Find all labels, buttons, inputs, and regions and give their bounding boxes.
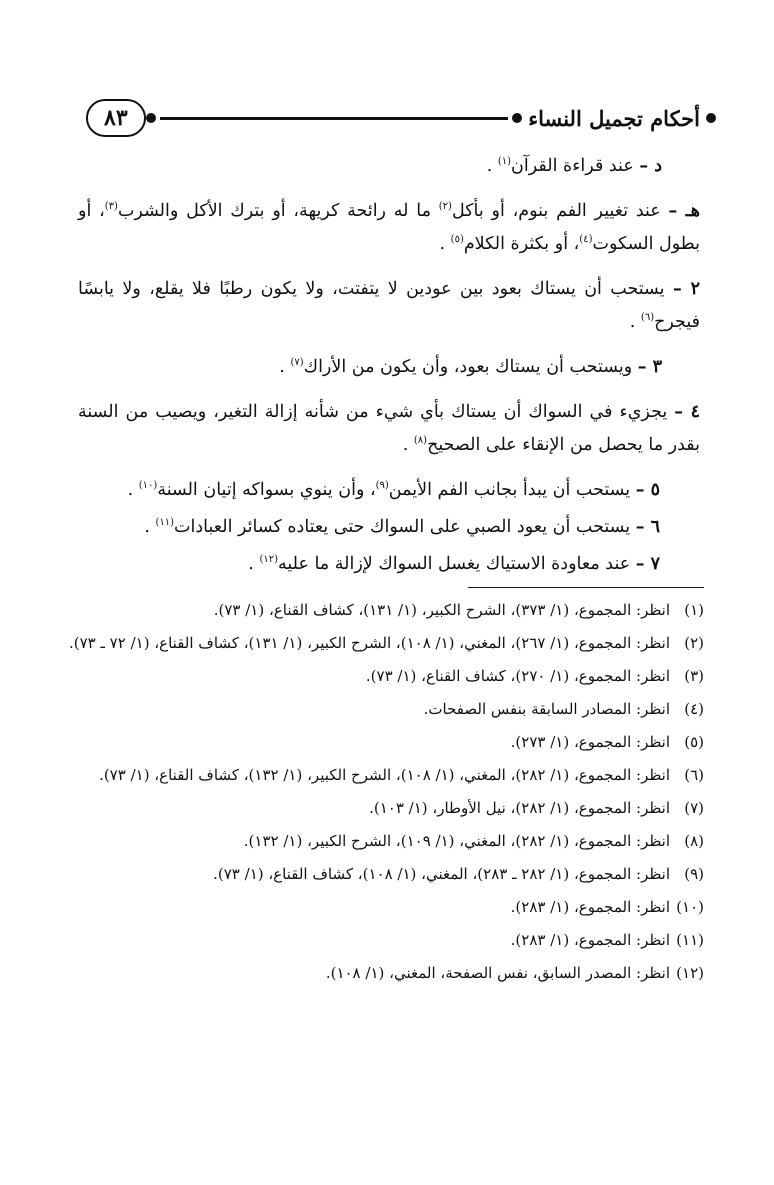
punctuation: . [629,312,636,332]
footnote-text: انظر: المجموع، (١/ ٢٧٠)، كشاف القناع، (١/ ٧٣). [365,667,670,685]
footnote-text: انظر: المجموع، (١/ ٢٨٢)، المغني، (١/ ١٠٨)، الشرح الكبير، (١/ ١٣٢)، كشاف القناع، (١/ ٧٣). [99,766,670,784]
header-bullet [146,113,156,123]
footnote-ref: (٧) [290,357,304,369]
footnote-number: (٢) [684,634,704,652]
paragraph-text: ، أو بطول السكوت [78,201,700,254]
item-label: ٧ – [635,554,660,574]
paragraph-6 [78,511,700,544]
paragraph-h [78,195,700,261]
punctuation: . [248,554,254,574]
running-header [86,96,716,140]
footnote-ref: (٤) [579,234,593,246]
footnotes [66,598,704,994]
paragraph-text: عند معاودة الاستياك يغسل السواك لإزالة ما عليه [278,554,631,574]
paragraph-text: يستحب أن يعود الصبي على السواك حتى يعتاده كسائر العبادات [174,517,631,537]
paragraph-text: ، وأن ينوي بسواكه إتيان السنة [157,480,376,500]
footnote-text: انظر: المجموع، (١/ ٢٧٣). [510,733,670,751]
footnote-number: (٧) [684,799,704,817]
footnote-ref: (٩) [375,480,389,492]
footnote-ref: (١١) [155,517,175,529]
paragraph-text: يجزيء في السواك أن يستاك بأي شيء من شأنه إزالة التغير، ويصيب من السنة بقدر ما يحصل من الإنقاء على الصحيح [78,402,700,455]
footnote-text: انظر: المجموع، (١/ ٢٨٣). [510,931,670,949]
footnote-ref: (١) [497,156,512,168]
item-label: ٤ – [674,402,700,422]
paragraph-3 [78,351,700,384]
item-label: ٥ – [635,480,660,500]
paragraph-d [78,150,700,183]
paragraph-text: ويستحب أن يستاك بعود، وأن يكون من الأراك [303,357,633,377]
footnote-number: (٩) [684,865,704,883]
footnote-ref: (١٢) [259,554,279,566]
punctuation: . [144,517,150,537]
paragraph-text: يستحب أن يبدأ بجانب الفم الأيمن [388,480,631,500]
footnote-separator [468,587,704,588]
book-title: أحكام تجميل النساء [528,105,700,131]
footnote-number: (١٠) [676,898,704,916]
paragraph-text: ، أو بكثرة الكلام [463,234,580,254]
footnote-ref: (٥) [450,234,464,246]
item-label: ٣ – [637,357,662,377]
footnote-number: (١١) [676,931,704,949]
paragraph-text: يستحب أن يستاك بعود بين عودين لا يتفتت، ولا يكون رطبًا فلا يقلع، ولا يابسًا فيجرح [78,279,700,332]
footnote [66,796,704,820]
item-label: ٦ – [635,517,660,537]
footnote-text: انظر: المجموع، (١/ ٢٨٢)، نيل الأوطار، (١/ ١٠٣). [369,799,670,817]
punctuation: . [127,480,134,500]
header-bullet [706,113,716,123]
footnote-text: انظر: المجموع، (١/ ٢٨٢ ـ ٢٨٣)، المغني، (١/ ١٠٨)، كشاف القناع، (١/ ٧٣). [213,865,670,883]
paragraph-text: ما له رائحة كريهة، أو بترك الأكل والشرب [117,201,431,221]
footnote-text: انظر: المجموع، (١/ ٢٨٣). [510,898,670,916]
footnote [66,631,704,655]
paragraph-text: عند قراءة القرآن [511,156,634,176]
footnote-text: انظر: المجموع، (١/ ٢٦٧)، المغني، (١/ ١٠٨)، الشرح الكبير، (١/ ١٣١)، كشاف القناع، (١/ ٧٢ ـ ٧٣). [68,634,670,652]
footnote-number: (٨) [684,832,704,850]
footnote-ref: (١٠) [138,480,158,492]
page-number: ٨٣ [86,99,146,137]
punctuation: . [439,234,446,254]
footnote-number: (٦) [684,766,704,784]
footnote-number: (٥) [684,733,704,751]
punctuation: . [486,156,493,176]
footnote-text: انظر: المصادر السابقة بنفس الصفحات. [423,700,670,718]
footnote-ref: (٣) [104,201,118,213]
footnote [66,730,704,754]
punctuation: . [402,435,409,455]
footnote [66,829,704,853]
item-label: د – [639,156,662,176]
footnote [66,763,704,787]
footnote [66,598,704,622]
footnote-ref: (٢) [438,201,452,213]
footnote-number: (٤) [684,700,704,718]
footnote [66,664,704,688]
header-bullet [512,113,522,123]
paragraph-4 [78,396,700,462]
footnote-ref: (٦) [640,312,655,324]
punctuation: . [279,357,285,377]
paragraph-2 [78,273,700,339]
footnote-number: (١) [684,601,704,619]
item-label: ٢ – [672,279,701,299]
footnote [66,928,704,952]
paragraph-5 [78,474,700,507]
paragraph-7 [78,548,700,581]
footnote [66,895,704,919]
main-text [78,150,700,585]
footnote [66,697,704,721]
footnote-text: انظر: المصدر السابق، نفس الصفحة، المغني، (١/ ١٠٨). [325,964,670,982]
footnote [66,961,704,985]
footnote-number: (٣) [684,667,704,685]
footnote-text: انظر: المجموع، (١/ ٢٨٢)، المغني، (١/ ١٠٩)، الشرح الكبير، (١/ ١٣٢). [243,832,670,850]
footnote [66,862,704,886]
footnote-number: (١٢) [676,964,704,982]
footnote-text: انظر: المجموع، (١/ ٣٧٣)، الشرح الكبير، (١/ ١٣١)، كشاف القناع، (١/ ٧٣). [213,601,670,619]
footnote-ref: (٨) [413,435,428,447]
item-label: هـ – [668,201,700,221]
paragraph-text: عند تغيير الفم بنوم، أو بأكل [451,201,661,221]
header-rule [160,117,509,120]
